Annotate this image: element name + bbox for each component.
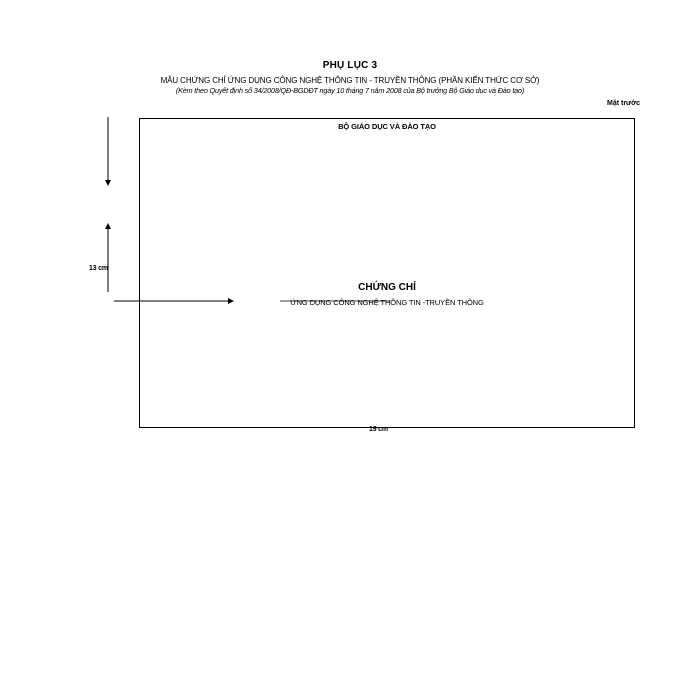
appendix-title: PHỤ LỤC 3 bbox=[322, 60, 378, 71]
width-dimension-label: 19 cm bbox=[369, 426, 388, 433]
certificate-subtitle: ỨNG DỤNG CÔNG NGHỆ THÔNG TIN -TRUYỀN THÔNG bbox=[290, 298, 484, 307]
document-subtitle: MẪU CHỨNG CHỈ ỨNG DỤNG CÔNG NGHỆ THÔNG TIN - TRUYỀN THÔNG (PHẦN KIẾN THỨC CƠ SỞ) bbox=[160, 76, 540, 85]
certificate-title: CHỨNG CHỈ bbox=[358, 282, 416, 293]
height-dimension-label: 13 cm bbox=[89, 265, 108, 272]
front-side-label: Mặt trước bbox=[607, 100, 640, 107]
ministry-name: BỘ GIÁO DỤC VÀ ĐÀO TẠO bbox=[338, 122, 436, 131]
document-reference: (Kèm theo Quyết định số 34/2008/QĐ-BGDĐT ngày 10 tháng 7 năm 2008 của Bộ trưởng Bộ Giáo dục và Đào tạo) bbox=[175, 86, 525, 95]
